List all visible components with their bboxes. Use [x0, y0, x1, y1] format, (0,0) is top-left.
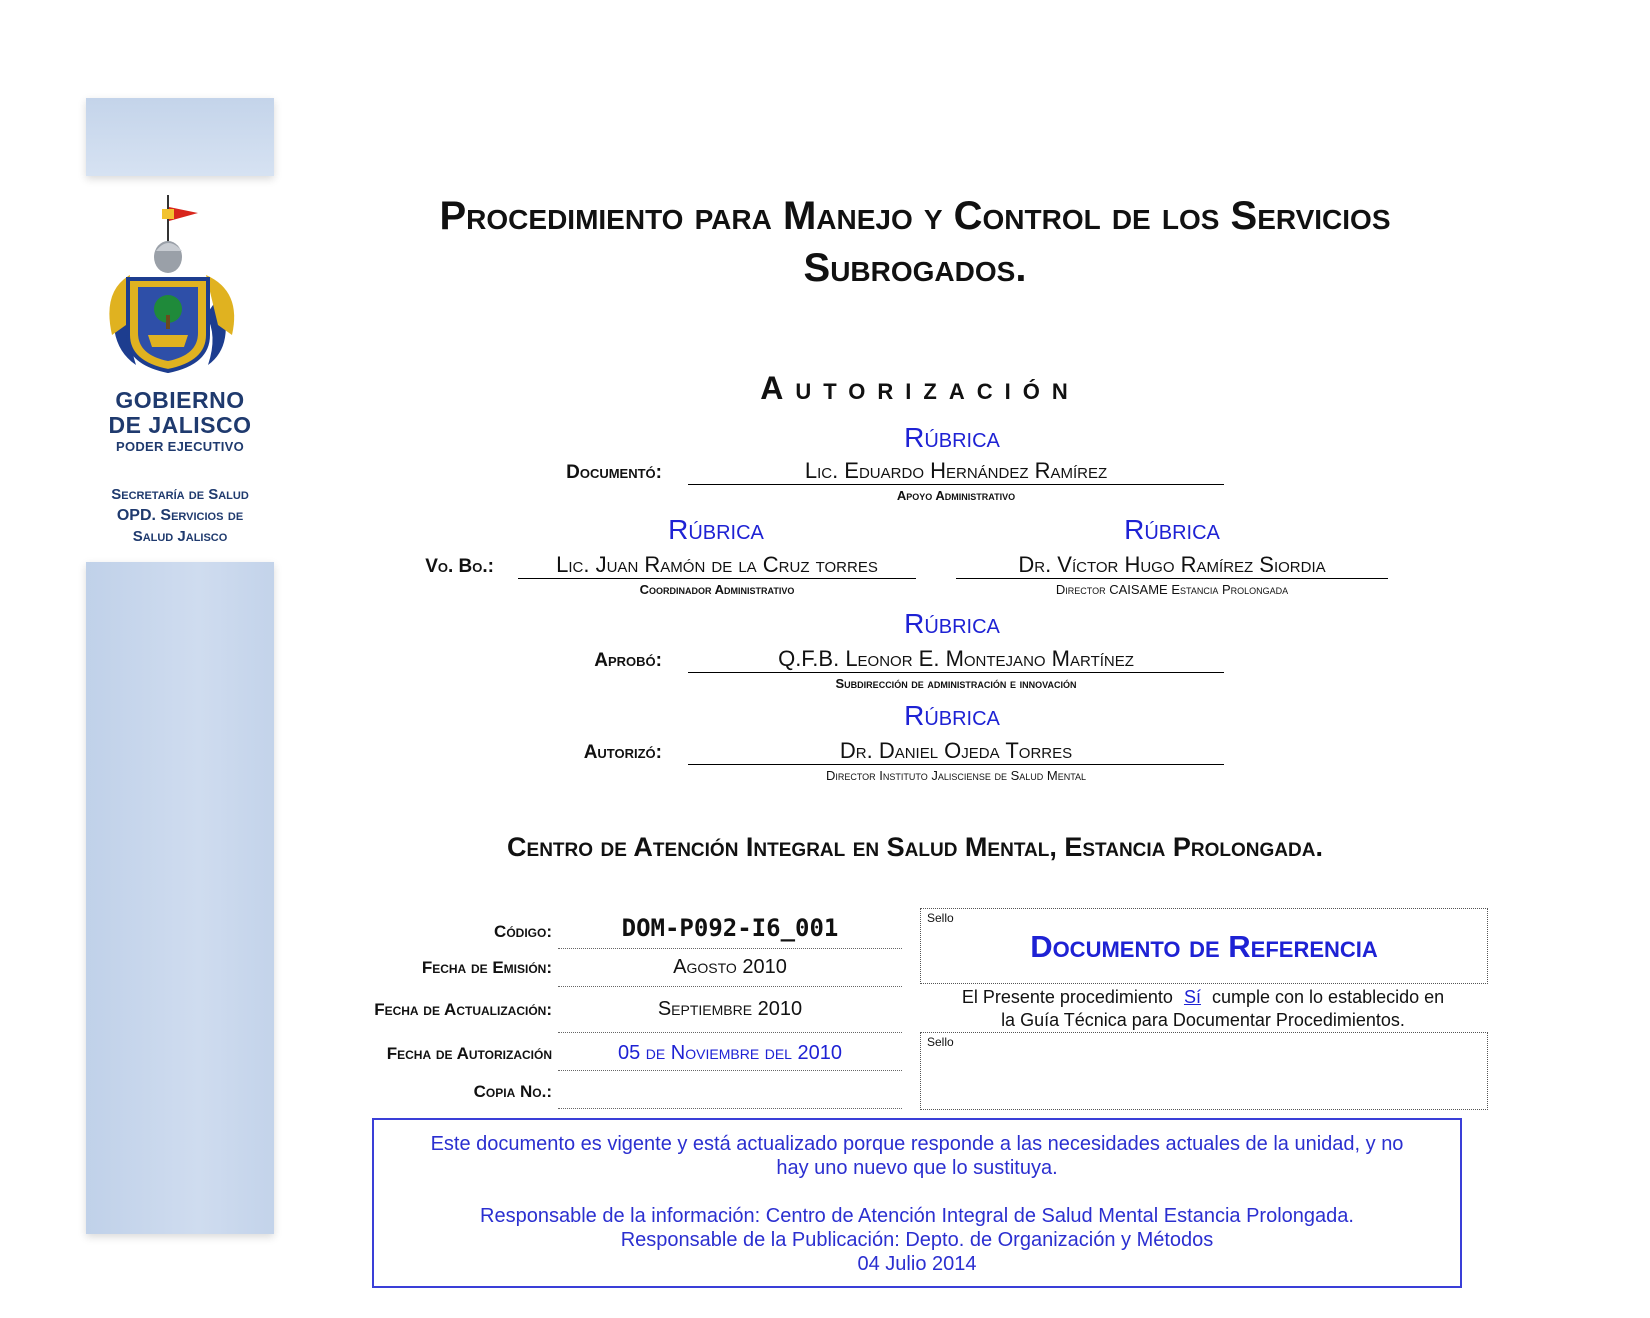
codigo-label: Código:: [494, 922, 552, 941]
guide-before: El Presente procedimiento: [961, 987, 1173, 1007]
rubrica-aprobo: Rúbrica: [904, 608, 1000, 639]
rubrica-vobo-right: Rúbrica: [1124, 514, 1220, 545]
document-title: [400, 190, 1430, 294]
guide-compliance-text: [920, 986, 1486, 1032]
actualizacion-label: Fecha de Actualización:: [374, 1000, 552, 1019]
vobo-right-post: Director CAISAME Estancia Prolongada: [1055, 582, 1289, 597]
seal-label-top: Sello: [927, 911, 954, 925]
rubrica-autorizo: Rúbrica: [904, 700, 1000, 731]
gov-line-1: GOBIERNO: [115, 387, 245, 413]
documento-label: Documentó:: [566, 462, 662, 483]
footer-line-2: hay uno nuevo que lo sustituya.: [776, 1157, 1058, 1179]
emision-value: Agosto 2010: [558, 956, 902, 987]
reference-document-title: Documento de Referencia: [1030, 929, 1378, 964]
vobo-left-name: Lic. Juan Ramón de la Cruz torres: [518, 552, 916, 579]
secretaria-salud-text: [86, 484, 274, 547]
guide-line-2: la Guía Técnica para Documentar Procedimientos.: [1001, 1010, 1405, 1030]
rubrica-documento: Rúbrica: [904, 422, 1000, 453]
aprobo-post: Subdirección de administración e innovación: [835, 676, 1077, 691]
autorizo-name: Dr. Daniel Ojeda Torres: [688, 738, 1224, 765]
aprobo-label: Aprobó:: [594, 650, 662, 671]
documento-name: Lic. Eduardo Hernández Ramírez: [688, 458, 1224, 485]
aprobo-name: Q.F.B. Leonor E. Montejano Martínez: [688, 646, 1224, 673]
vobo-right-name: Dr. Víctor Hugo Ramírez Siordia: [956, 552, 1388, 579]
center-name: Centro de Atención Integral en Salud Mental, Estancia Prolongada.: [507, 832, 1323, 862]
codigo-value: DOM-P092-I6_001: [558, 914, 902, 949]
actualizacion-value: Septiembre 2010: [558, 998, 902, 1033]
autorizo-post: Director Instituto Jalisciense de Salud Mental: [825, 768, 1087, 783]
copia-label: Copia No.:: [473, 1082, 552, 1101]
footer-line-1: Este documento es vigente y está actualizado porque responde a las necesidades actuales de la unidad, y no: [430, 1133, 1404, 1155]
gov-line-2: DE JALISCO: [108, 412, 252, 438]
authorization-heading: Autorización: [760, 370, 1080, 406]
sec-line-1: Secretaría de Salud: [111, 486, 249, 503]
autorizo-label: Autorizó:: [583, 742, 662, 763]
guide-si: Sí: [1183, 987, 1201, 1007]
rubrica-vobo-left: Rúbrica: [668, 514, 764, 545]
vobo-left-post: Coordinador Administrativo: [639, 582, 795, 597]
guide-after: cumple con lo establecido en: [1212, 987, 1445, 1007]
sec-line-3: Salud Jalisco: [132, 528, 228, 545]
autorizacion-value: 05 de Noviembre del 2010: [558, 1042, 902, 1071]
validity-notice-box: [372, 1118, 1462, 1288]
seal-label-bottom: Sello: [927, 1035, 954, 1049]
seal-box-reference: [920, 908, 1488, 984]
title-line-1: Procedimiento para Manejo y Control de los Servicios: [439, 194, 1391, 238]
jalisco-crest-logo: [96, 195, 252, 385]
gobierno-jalisco-logo-text: [86, 388, 274, 455]
footer-line-4: Responsable de la Publicación: Depto. de Organización y Métodos: [620, 1229, 1214, 1251]
sidebar-bottom-panel: [86, 562, 274, 1234]
seal-box-bottom: [920, 1032, 1488, 1110]
copia-value: [558, 1078, 902, 1109]
sec-line-2: OPD. Servicios de: [116, 507, 244, 524]
gov-line-3: PODER EJECUTIVO: [115, 439, 245, 454]
autorizacion-label: Fecha de Autorización: [386, 1044, 552, 1063]
title-line-2: Subrogados.: [803, 246, 1027, 290]
sidebar-top-panel: [86, 98, 274, 176]
footer-line-3: Responsable de la información: Centro de Atención Integral de Salud Mental Estancia Prolongada.: [480, 1205, 1354, 1227]
footer-line-5: 04 Julio 2014: [857, 1253, 977, 1275]
vobo-label: Vo. Bo.:: [425, 556, 494, 577]
emision-label: Fecha de Emisión:: [421, 958, 552, 977]
documento-post: Apoyo Administrativo: [896, 488, 1016, 503]
